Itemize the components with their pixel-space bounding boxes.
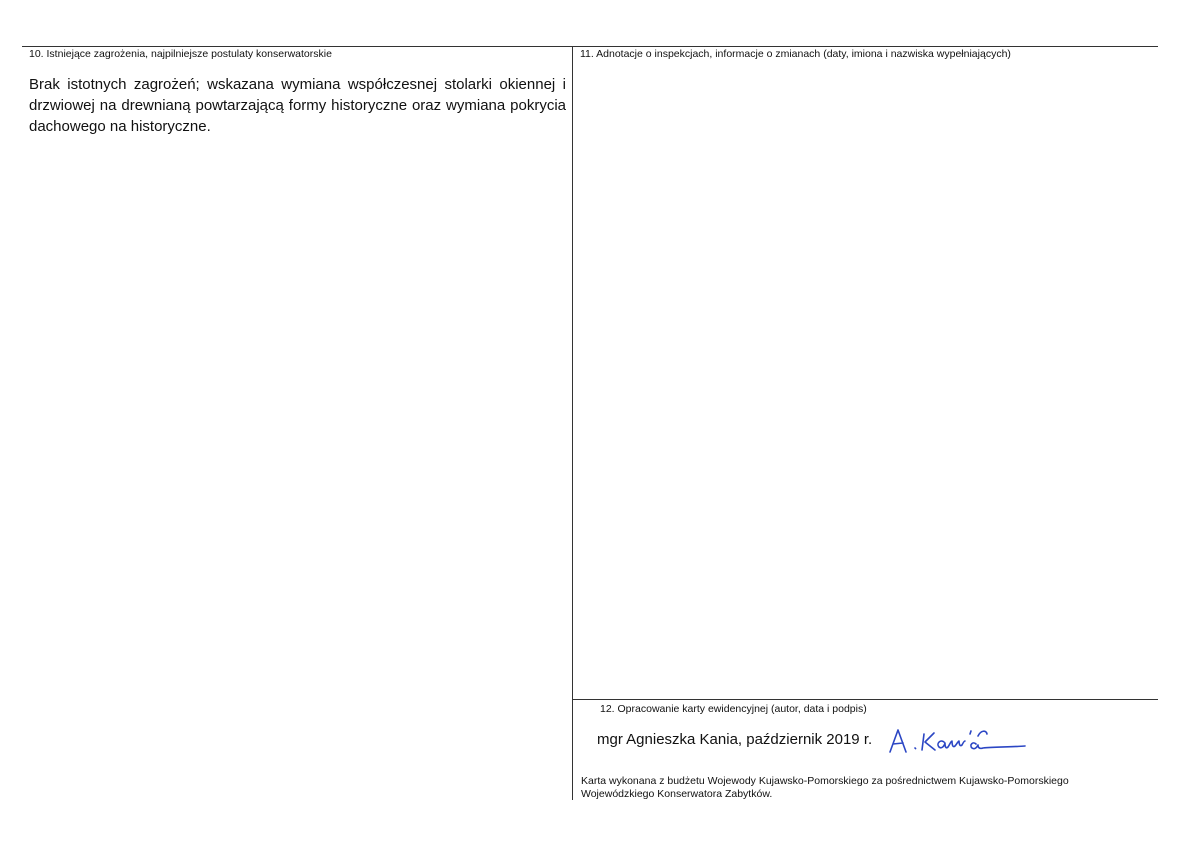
top-border-line: [22, 46, 1158, 47]
section10-text: Brak istotnych zagrożeń; wskazana wymiana współczesnej stolarki okiennej i drzwiowej na drewnianą powtarzającą formy historyczne oraz wymiana pokrycia dachowego na historyczne.: [29, 76, 566, 135]
column-divider-line: [572, 46, 573, 800]
funding-note: [581, 775, 1069, 801]
funding-note-line1: Karta wykonana z budżetu Wojewody Kujawsko-Pomorskiego za pośrednictwem Kujawsko-Pomorskiego: [581, 775, 1069, 787]
section12-label: 12. Opracowanie karty ewidencyjnej (autor, data i podpis): [600, 703, 867, 715]
handwritten-signature: [886, 722, 1026, 756]
section10-label: 10. Istniejące zagrożenia, najpilniejsze postulaty konserwatorskie: [29, 48, 332, 60]
section12-top-line: [572, 699, 1158, 700]
section11-label: 11. Adnotacje o inspekcjach, informacje o zmianach (daty, imiona i nazwiska wypełniających): [580, 48, 1011, 60]
funding-note-line2: Wojewódzkiego Konserwatora Zabytków.: [581, 788, 773, 800]
author-line: mgr Agnieszka Kania, październik 2019 r.: [597, 731, 873, 748]
